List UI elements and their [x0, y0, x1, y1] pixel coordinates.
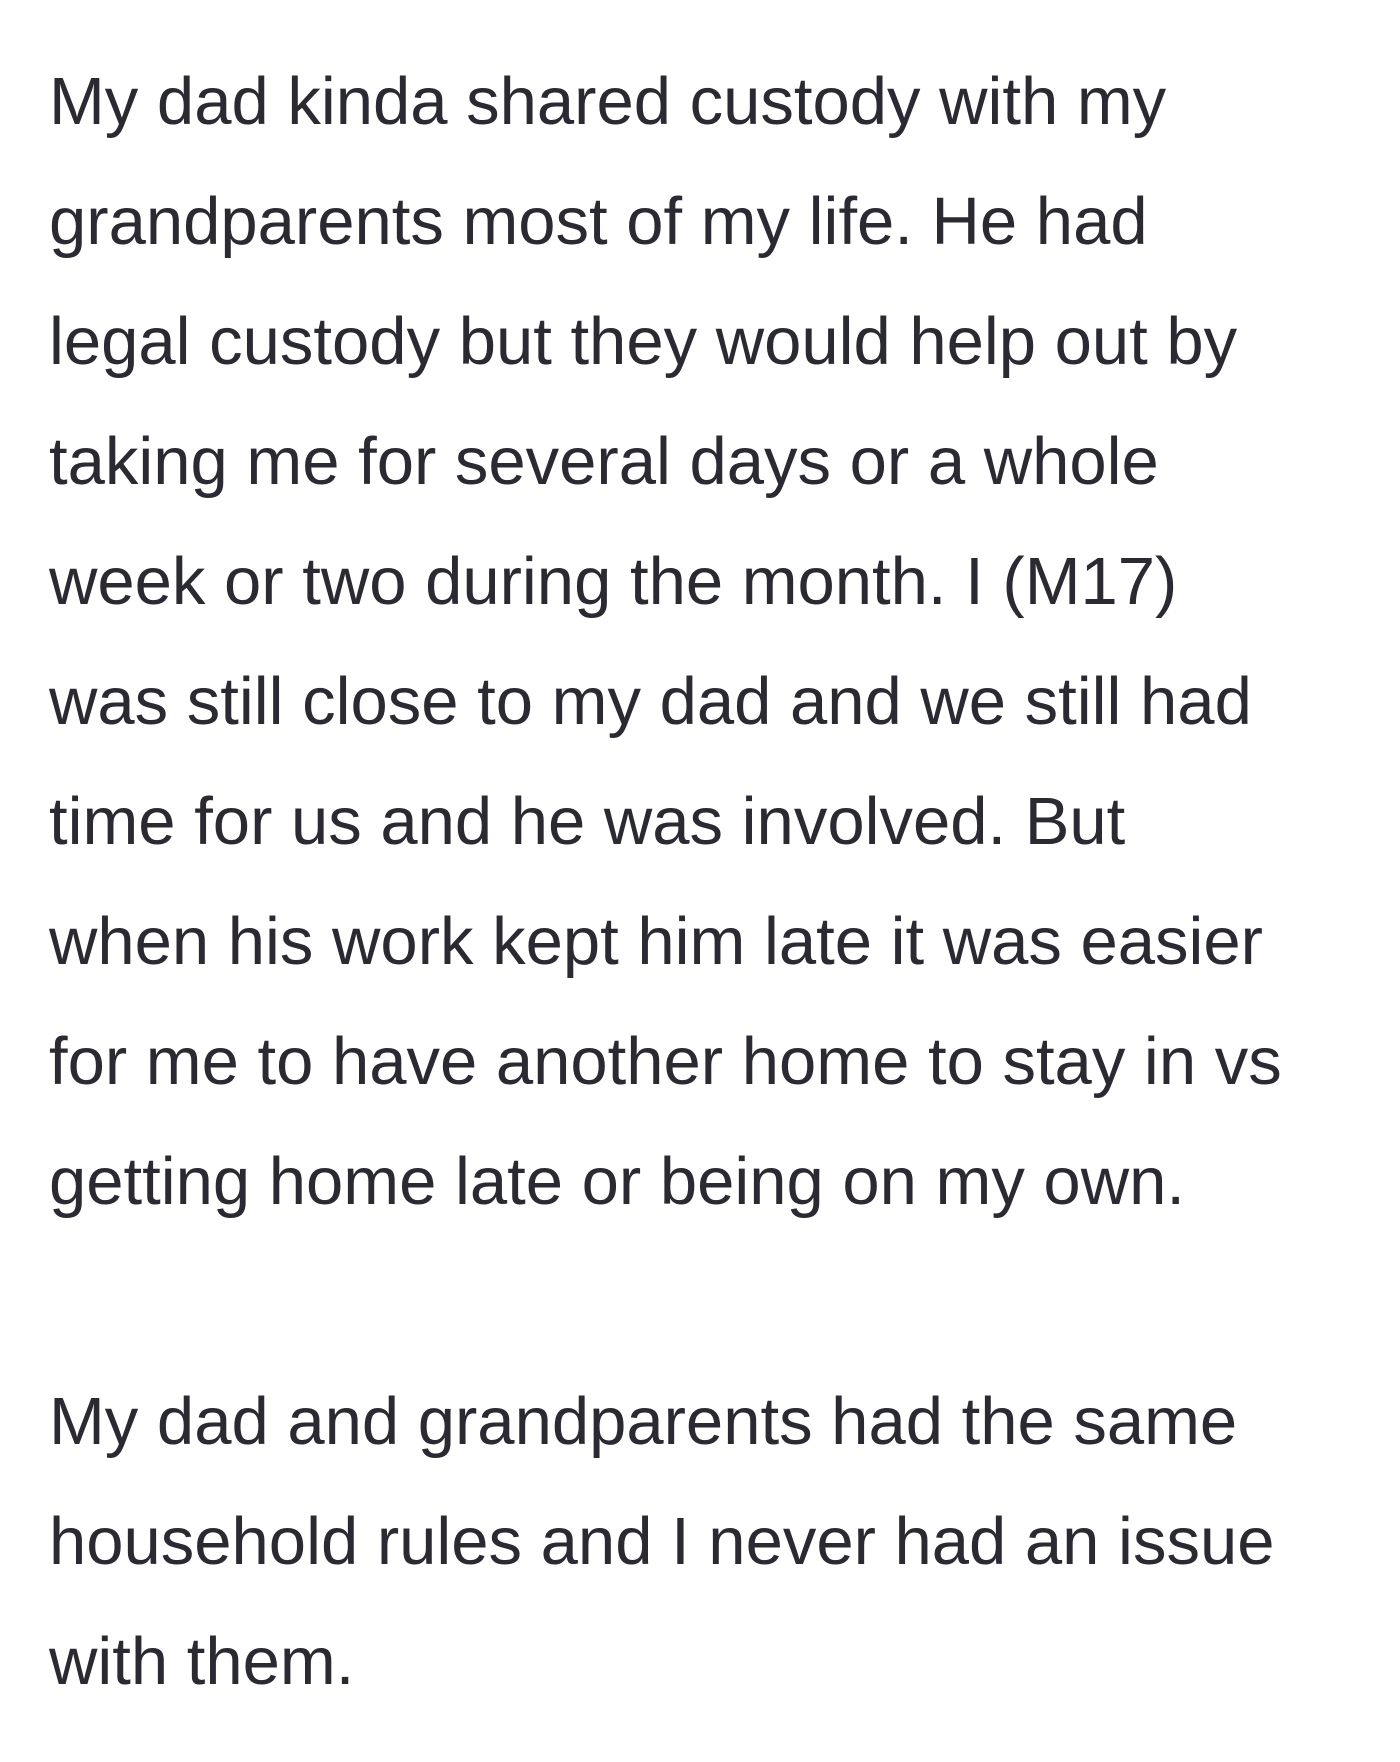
- text-line: was still close to my dad and we still had: [49, 664, 1252, 739]
- text-line: taking me for several days or a whole: [49, 424, 1159, 499]
- text-line: week or two during the month. I (M17): [49, 544, 1178, 619]
- text-line: household rules and I never had an issue: [49, 1504, 1275, 1579]
- text-line: getting home late or being on my own.: [49, 1144, 1185, 1219]
- text-line: My dad and grandparents had the same: [49, 1384, 1238, 1459]
- text-line: time for us and he was involved. But: [49, 784, 1126, 859]
- text-line: My dad kinda shared custody with my: [49, 64, 1167, 139]
- text-line: legal custody but they would help out by: [49, 304, 1238, 379]
- text-line: for me to have another home to stay in vs: [49, 1024, 1282, 1099]
- text-line: grandparents most of my life. He had: [49, 184, 1148, 259]
- text-line: with them.: [49, 1624, 355, 1699]
- paragraph-2: [49, 1362, 1369, 1722]
- post-body: [49, 42, 1369, 1722]
- paragraph-1: [49, 42, 1369, 1242]
- text-line: when his work kept him late it was easier: [49, 904, 1263, 979]
